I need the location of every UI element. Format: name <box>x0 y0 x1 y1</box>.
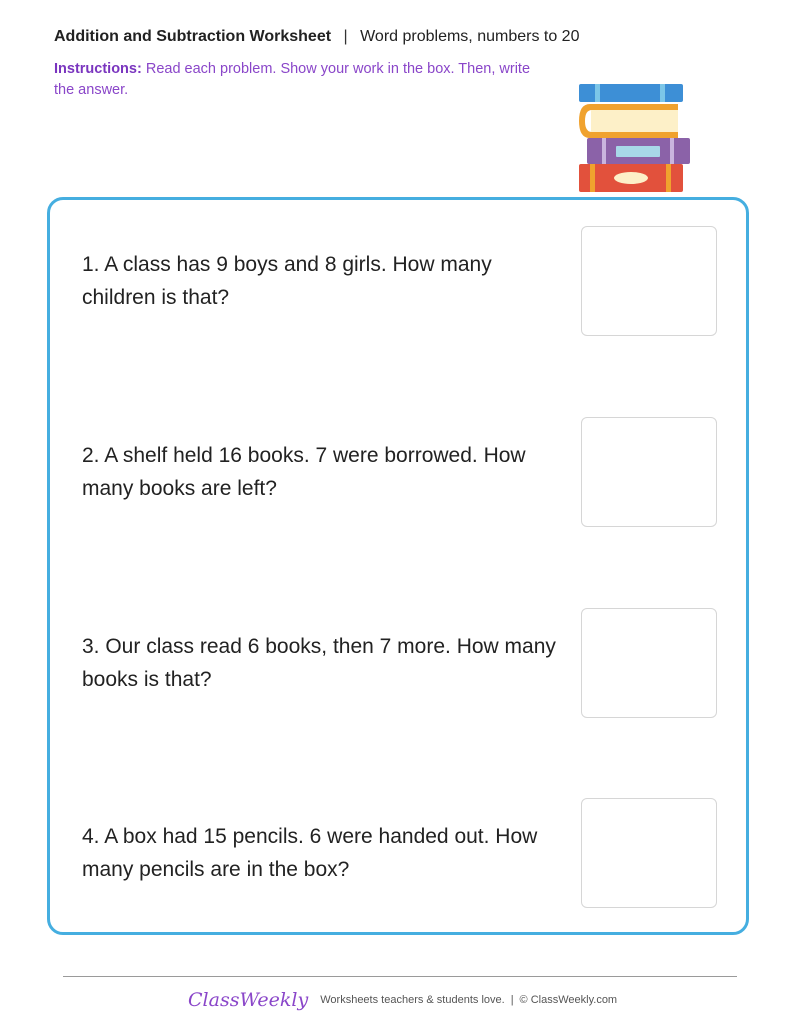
instructions <box>54 59 534 101</box>
answer-box-4[interactable] <box>581 798 717 908</box>
worksheet-title: Addition and Subtraction Worksheet <box>54 28 332 45</box>
brand-logo: ClassWeekly <box>188 989 309 1011</box>
answer-box-1[interactable] <box>581 226 717 336</box>
instructions-text: Read each problem. Show your work in the box. Then, write the answer. <box>54 61 531 98</box>
books-illustration <box>578 82 692 194</box>
problems-card <box>47 197 749 935</box>
stack-of-books-icon <box>578 82 692 194</box>
blue-book <box>579 84 683 102</box>
problem-1: 1. A class has 9 boys and 8 girls. How many children is that? <box>82 253 492 309</box>
footer-tagline: Worksheets teachers & students love. <box>320 994 505 1006</box>
worksheet-header <box>54 27 579 47</box>
footer <box>188 986 617 1014</box>
footer-separator: | <box>510 994 514 1006</box>
footer-copyright: © ClassWeekly.com <box>519 994 618 1006</box>
instructions-label: Instructions: <box>54 61 142 77</box>
worksheet-subtitle: Word problems, numbers to 20 <box>360 28 580 45</box>
problem-4: 4. A box had 15 pencils. 6 were handed out. How many pencils are in the box? <box>82 825 538 881</box>
answer-box-2[interactable] <box>581 417 717 527</box>
problem-3: 3. Our class read 6 books, then 7 more. How many books is that? <box>82 635 556 691</box>
footer-divider <box>63 976 737 977</box>
header-separator: | <box>343 28 348 45</box>
problem-2: 2. A shelf held 16 books. 7 were borrowed. How many books are left? <box>82 444 526 500</box>
answer-box-3[interactable] <box>581 608 717 718</box>
